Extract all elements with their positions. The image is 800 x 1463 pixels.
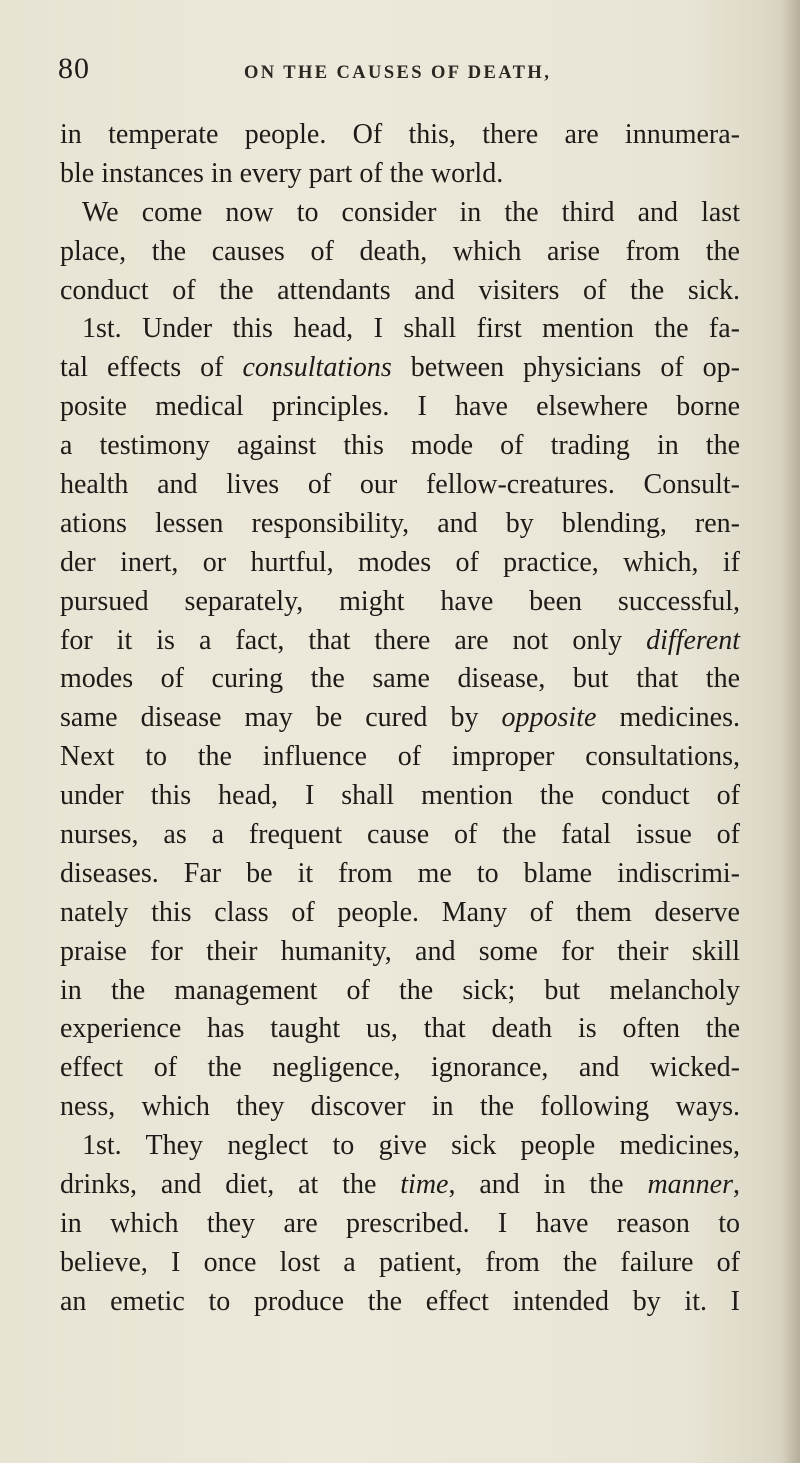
text-run: , and in the [448, 1169, 648, 1201]
text-run: place, the causes of death, which arise from the [60, 235, 740, 267]
text-line [60, 933, 740, 972]
text-line [60, 894, 740, 933]
italic-text: consultations [242, 352, 392, 384]
italic-text: different [646, 624, 740, 656]
page-number: 80 [58, 52, 90, 85]
text-run: posite medical principles. I have elsewhere borne [60, 391, 740, 423]
text-line [60, 272, 740, 311]
text-run: pursued separately, might have been successful, [60, 585, 740, 617]
text-line [60, 544, 740, 583]
text-run: der inert, or hurtful, modes of practice, which, if [60, 546, 740, 578]
text-run: in which they are prescribed. I have reason to [60, 1207, 740, 1239]
text-line [60, 777, 740, 816]
text-line [60, 505, 740, 544]
text-run: , [733, 1169, 740, 1201]
text-run: ations lessen responsibility, and by blending, ren- [60, 507, 740, 539]
text-run: a testimony against this mode of trading in the [60, 430, 740, 462]
text-run: under this head, I shall mention the conduct of [60, 780, 740, 812]
text-line [60, 1088, 740, 1127]
text-run: between physicians of op- [391, 352, 740, 384]
text-run: 1st. They neglect to give sick people medicines, [82, 1130, 740, 1162]
text-run: 1st. Under this head, I shall first mention the fa- [82, 313, 740, 345]
text-run: ness, which they discover in the following ways. [60, 1091, 740, 1123]
text-line [60, 466, 740, 505]
text-line [60, 816, 740, 855]
text-line [60, 349, 740, 388]
text-run: nately this class of people. Many of them deserve [60, 896, 740, 928]
text-run: tal effects of [60, 352, 243, 384]
text-line [60, 310, 740, 349]
italic-text: manner [647, 1169, 733, 1201]
text-run: We come now to consider in the third and last [82, 196, 740, 228]
text-run: praise for their humanity, and some for their skill [60, 935, 740, 967]
text-line [60, 1049, 740, 1088]
text-line [60, 427, 740, 466]
text-run: ble instances in every part of the world. [60, 157, 504, 189]
text-line [60, 116, 740, 155]
text-line [60, 194, 740, 233]
text-run: diseases. Far be it from me to blame indiscrimi- [60, 857, 740, 889]
text-line [60, 1166, 740, 1205]
text-run: conduct of the attendants and visiters of the sick. [60, 274, 740, 306]
text-run: for it is a fact, that there are not only [60, 624, 647, 656]
italic-text: opposite [501, 702, 597, 734]
text-run: believe, I once lost a patient, from the failure of [60, 1246, 740, 1278]
text-run: modes of curing the same disease, but that the [60, 663, 740, 695]
page-edge-shadow [782, 0, 800, 1463]
italic-text: time [400, 1169, 449, 1201]
text-run: drinks, and diet, at the [60, 1169, 401, 1201]
text-line [60, 738, 740, 777]
text-line [60, 1127, 740, 1166]
text-line [60, 233, 740, 272]
text-line [60, 1205, 740, 1244]
text-line [60, 1283, 740, 1322]
text-line [60, 699, 740, 738]
text-line [60, 388, 740, 427]
text-run: experience has taught us, that death is often the [60, 1013, 740, 1045]
text-line [60, 583, 740, 622]
running-head [58, 52, 748, 92]
text-run: nurses, as a frequent cause of the fatal issue of [60, 819, 740, 851]
text-line [60, 1010, 740, 1049]
body-text [60, 116, 740, 1322]
text-line [60, 855, 740, 894]
text-run: same disease may be cured by [60, 702, 502, 734]
text-run: in temperate people. Of this, there are innumera- [60, 119, 740, 150]
text-run: Next to the influence of improper consultations, [60, 741, 740, 773]
running-head-title: ON THE CAUSES OF DEATH, [244, 63, 552, 83]
text-run: in the management of the sick; but melancholy [60, 974, 740, 1006]
text-line [60, 972, 740, 1011]
text-line [60, 660, 740, 699]
text-run: an emetic to produce the effect intended by it. I [60, 1285, 740, 1317]
text-run: effect of the negligence, ignorance, and wicked- [60, 1052, 740, 1084]
text-run: health and lives of our fellow-creatures. Consult- [60, 469, 740, 501]
text-line [60, 622, 740, 661]
text-line [60, 1244, 740, 1283]
text-run: medicines. [596, 702, 740, 734]
text-line [60, 155, 740, 194]
